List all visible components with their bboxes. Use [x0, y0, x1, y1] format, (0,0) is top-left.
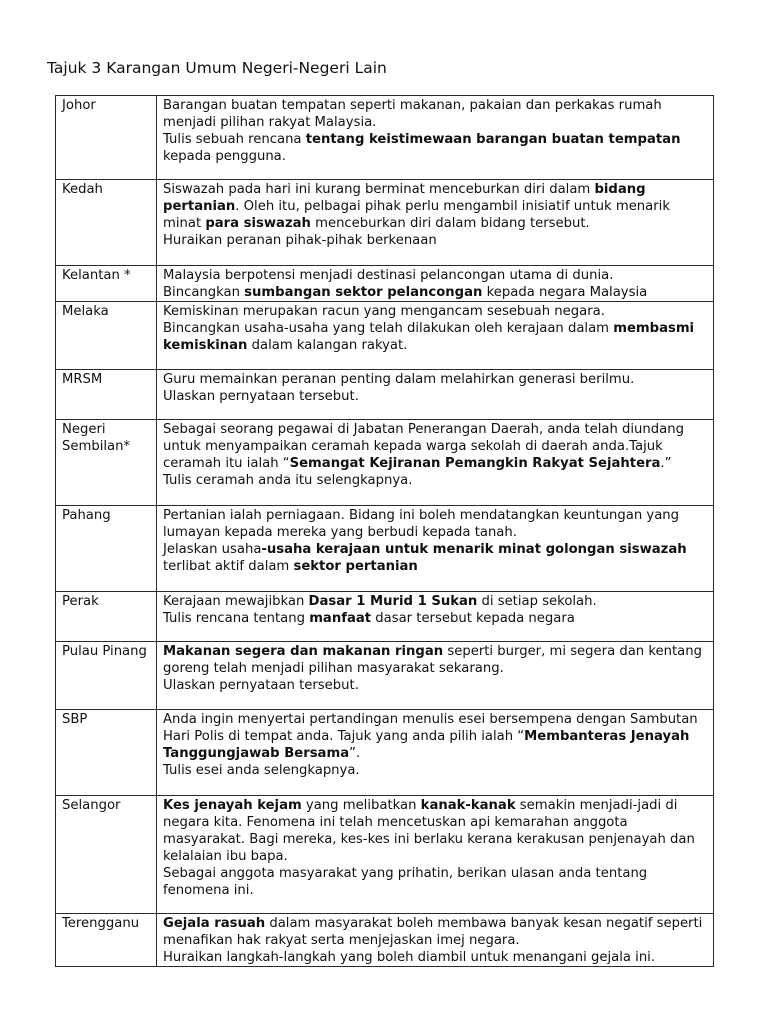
table-row: [56, 96, 714, 180]
topic-text: kepada pengguna.: [163, 149, 286, 164]
essay-topic-cell: [157, 180, 714, 266]
topic-text: Barangan buatan tempatan seperti makanan, pakaian dan perkakas rumah menjadi pilihan rakyat Malaysia.: [163, 98, 662, 130]
topic-text: Tulis rencana tentang: [163, 611, 310, 626]
topic-paragraph: [163, 421, 707, 472]
topic-text: .”: [660, 456, 672, 471]
topic-text: dalam masyarakat boleh membawa banyak kesan negatif seperti menafikan hak rakyat serta menjejaskan imej negara.: [163, 916, 703, 948]
topic-text: seperti burger, mi segera dan kentang goreng telah menjadi pilihan masyarakat sekarang.: [163, 644, 702, 676]
essay-topic-cell: [157, 710, 714, 796]
topic-text: Pertanian ialah perniagaan. Bidang ini boleh mendatangkan keuntungan yang lumayan kepada mereka yang berbudi kepada tanah.: [163, 508, 680, 540]
state-name: Kedah: [62, 182, 103, 197]
table-row: [56, 506, 714, 592]
topic-keyword: Gejala rasuah: [163, 916, 266, 931]
topic-paragraph: [163, 541, 707, 575]
topic-paragraph: [163, 507, 707, 541]
topic-keyword: para siswazah: [205, 216, 311, 231]
topic-text: Bincangkan: [163, 285, 245, 300]
essay-topic-cell: [157, 370, 714, 420]
topic-text: Bincangkan usaha-usaha yang telah dilakukan oleh kerajaan dalam: [163, 321, 614, 336]
topic-keyword: Semangat Kejiranan Pemangkin Rakyat Sejahtera: [289, 456, 661, 471]
state-name-cell: [56, 96, 157, 180]
topic-keyword: kanak-kanak: [420, 798, 516, 813]
state-name-cell: [56, 302, 157, 370]
essay-topics-table: [55, 95, 714, 967]
topic-paragraph: [163, 131, 707, 165]
essay-topic-cell: [157, 592, 714, 642]
state-name: Melaka: [62, 304, 109, 319]
table-row: [56, 180, 714, 266]
topic-paragraph: [163, 610, 707, 627]
state-name: Johor: [62, 98, 96, 113]
essay-topic-cell: [157, 796, 714, 914]
state-name: Selangor: [62, 798, 121, 813]
topic-text: . Oleh itu, pelbagai pihak perlu mengambil inisiatif untuk menarik minat: [163, 199, 670, 231]
topic-text: Ulaskan pernyataan tersebut.: [163, 389, 359, 404]
essay-topic-cell: [157, 266, 714, 302]
topic-text: kepada negara Malaysia: [482, 285, 648, 300]
topic-text: Sebagai anggota masyarakat yang prihatin, berikan ulasan anda tentang fenomena ini.: [163, 866, 648, 898]
topic-paragraph: [163, 267, 707, 284]
table-body: [56, 96, 714, 967]
topic-text: Anda ingin menyertai pertandingan menulis esei bersempena dengan Sambutan Hari Polis di tempat anda. Tajuk yang anda pilih ialah “: [163, 712, 698, 744]
topic-paragraph: [163, 677, 707, 694]
state-name-cell: [56, 642, 157, 710]
topic-keyword: Membanteras Jenayah Tanggungjawab Bersama: [163, 729, 690, 761]
essay-topic-cell: [157, 642, 714, 710]
topic-keyword: Kes jenayah kejam: [163, 798, 302, 813]
topic-paragraph: [163, 284, 707, 301]
essay-topic-cell: [157, 420, 714, 506]
topic-text: terlibat aktif dalam: [163, 559, 294, 574]
topic-paragraph: [163, 711, 707, 762]
state-name-cell: [56, 420, 157, 506]
topic-text: Tulis esei anda selengkapnya.: [163, 763, 360, 778]
topic-text: Jelaskan usaha: [163, 542, 262, 557]
topic-text: yang melibatkan: [301, 798, 421, 813]
topic-paragraph: [163, 865, 707, 899]
table-row: [56, 302, 714, 370]
topic-text: menceburkan diri dalam bidang tersebut.: [310, 216, 590, 231]
topic-keyword: manfaat: [309, 611, 372, 626]
state-name-cell: [56, 710, 157, 796]
topic-text: Sebagai seorang pegawai di Jabatan Penerangan Daerah, anda telah diundang untuk menyampaikan ceramah kepada warga sekolah di daerah anda.Tajuk ceramah itu ialah “: [163, 422, 684, 471]
topic-text: Kerajaan mewajibkan: [163, 594, 309, 609]
topic-keyword: tentang keistimewaan barangan buatan tempatan: [305, 132, 681, 147]
essay-topic-cell: [157, 302, 714, 370]
topic-keyword: sektor pertanian: [293, 559, 418, 574]
topic-paragraph: [163, 472, 707, 489]
topic-text: dasar tersebut kepada negara: [371, 611, 575, 626]
topic-keyword: bidang pertanian: [163, 182, 646, 214]
topic-text: Huraikan langkah-langkah yang boleh diambil untuk menangani gejala ini.: [163, 950, 656, 965]
topic-paragraph: [163, 320, 707, 354]
topic-keyword: Dasar 1 Murid 1 Sukan: [308, 594, 478, 609]
essay-topic-cell: [157, 914, 714, 967]
topic-text: Malaysia berpotensi menjadi destinasi pelancongan utama di dunia.: [163, 268, 614, 283]
topic-paragraph: [163, 915, 707, 949]
topic-paragraph: [163, 762, 707, 779]
table-row: [56, 642, 714, 710]
topic-paragraph: [163, 371, 707, 388]
topic-text: semakin menjadi-jadi di negara kita. Fenomena ini telah mencetuskan api kemarahan anggota masyarakat. Bagi mereka, kes-kes ini berlaku kerana kerakusan penjenayah dan kelalaian ibu bapa.: [163, 798, 695, 864]
topic-paragraph: [163, 797, 707, 865]
topic-text: Tulis sebuah rencana: [163, 132, 306, 147]
state-name-cell: [56, 370, 157, 420]
state-name: SBP: [62, 712, 88, 727]
topic-keyword: Makanan segera dan makanan ringan: [163, 644, 444, 659]
state-name: Kelantan *: [62, 268, 131, 283]
state-name: MRSM: [62, 372, 103, 387]
topic-keyword: membasmi kemiskinan: [163, 321, 695, 353]
topic-text: Tulis ceramah anda itu selengkapnya.: [163, 473, 413, 488]
essay-topic-cell: [157, 96, 714, 180]
state-name-cell: [56, 914, 157, 967]
topic-text: Kemiskinan merupakan racun yang mengancam sesebuah negara.: [163, 304, 605, 319]
topic-text: dalam kalangan rakyat.: [247, 338, 408, 353]
topic-text: Huraikan peranan pihak-pihak berkenaan: [163, 233, 437, 248]
state-name: Terengganu: [62, 916, 140, 931]
topic-keyword: sumbangan sektor pelancongan: [244, 285, 483, 300]
table-row: [56, 370, 714, 420]
topic-text: Guru memainkan peranan penting dalam melahirkan generasi berilmu.: [163, 372, 635, 387]
topic-text: Siswazah pada hari ini kurang berminat menceburkan diri dalam: [163, 182, 595, 197]
topic-paragraph: [163, 97, 707, 131]
table-row: [56, 592, 714, 642]
topic-paragraph: [163, 593, 707, 610]
state-name-cell: [56, 592, 157, 642]
table-row: [56, 420, 714, 506]
topic-text: Ulaskan pernyataan tersebut.: [163, 678, 359, 693]
state-name: Negeri Sembilan*: [62, 422, 131, 454]
state-name-cell: [56, 180, 157, 266]
state-name: Pahang: [62, 508, 111, 523]
table-row: [56, 710, 714, 796]
topic-text: ”.: [349, 746, 361, 761]
topic-paragraph: [163, 949, 707, 966]
state-name-cell: [56, 796, 157, 914]
state-name-cell: [56, 506, 157, 592]
topic-paragraph: [163, 181, 707, 232]
topic-paragraph: [163, 643, 707, 677]
table-row: [56, 796, 714, 914]
topic-paragraph: [163, 388, 707, 405]
state-name-cell: [56, 266, 157, 302]
topic-keyword: -usaha kerajaan untuk menarik minat golongan siswazah: [261, 542, 687, 557]
page-title: Tajuk 3 Karangan Umum Negeri-Negeri Lain: [47, 59, 387, 77]
topic-paragraph: [163, 303, 707, 320]
state-name: Pulau Pinang: [62, 644, 147, 659]
table-row: [56, 914, 714, 967]
state-name: Perak: [62, 594, 99, 609]
essay-topic-cell: [157, 506, 714, 592]
table-row: [56, 266, 714, 302]
topic-paragraph: [163, 232, 707, 249]
topic-text: di setiap sekolah.: [477, 594, 597, 609]
